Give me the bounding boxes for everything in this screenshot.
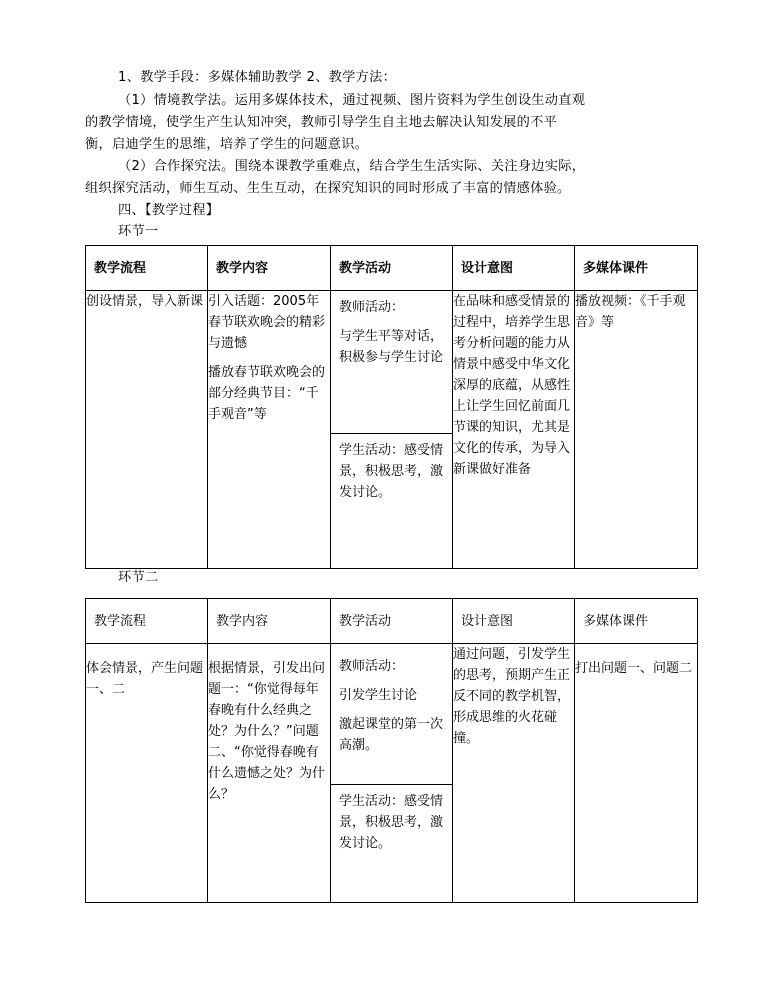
header-flow: 教学流程 bbox=[86, 246, 208, 291]
content-paragraph-2: 播放春节联欢晚会的部分经典节目：“千手观音”等 bbox=[208, 365, 326, 422]
student-activity: 学生活动：感受情景，积极思考，激发讨论。 bbox=[331, 784, 452, 858]
header-content: 教学内容 bbox=[208, 599, 331, 644]
table-header-row bbox=[86, 599, 698, 644]
header-intent: 设计意图 bbox=[453, 246, 575, 291]
header-media: 多媒体课件 bbox=[575, 599, 698, 644]
teacher-activity-label: 教师活动： bbox=[339, 659, 405, 674]
method-1-line-2: 的教学情境，使学生产生认知冲突，教师引导学生自主地去解决认知发展的不平 bbox=[85, 115, 558, 130]
method-1-line: （1）情境教学法。运用多媒体技术，通过视频、图片资料为学生创设生动直观 bbox=[118, 93, 586, 108]
teacher-activity bbox=[331, 644, 452, 784]
activity-cell bbox=[331, 644, 453, 903]
teacher-activity-text-2: 激起课堂的第一次高潮。 bbox=[339, 717, 444, 753]
teacher-activity bbox=[331, 291, 452, 433]
section-1-label: 环节一 bbox=[118, 224, 159, 239]
table-row bbox=[86, 291, 698, 569]
teacher-activity-text: 与学生平等对话，积极参与学生讨论 bbox=[339, 329, 444, 365]
intent-cell: 在品味和感受情景的过程中，培养学生思考分析问题的能力从情景中感受中华文化深厚的底蕴，从感性上让学生回忆前面几节课的知识，尤其是文化的传承，为导入新课做好准备 bbox=[453, 291, 575, 569]
student-activity: 学生活动：感受情景，积极思考，激发讨论。 bbox=[331, 433, 452, 507]
section-2-label: 环节二 bbox=[118, 570, 159, 585]
header-activity: 教学活动 bbox=[331, 246, 453, 291]
section-heading: 四、【教学过程】 bbox=[118, 203, 220, 218]
method-2-line: （2）合作探究法。围绕本课教学重难点，结合学生生活实际、关注身边实际， bbox=[118, 159, 586, 174]
intent-cell: 通过问题，引发学生的思考，预期产生正反不同的教学机智，形成思维的火花碰撞。 bbox=[453, 644, 575, 903]
teacher-activity-text-1: 引发学生讨论 bbox=[339, 688, 418, 703]
media-cell: 播放视频：《千手观音》等 bbox=[575, 291, 698, 569]
content-cell bbox=[208, 291, 331, 569]
table-header-row bbox=[86, 246, 698, 291]
method-1-line-3: 衡，启迪学生的思维，培养了学生的问题意识。 bbox=[85, 137, 369, 152]
header-flow: 教学流程 bbox=[86, 599, 208, 644]
table-row bbox=[86, 644, 698, 903]
media-cell: 打出问题一、问题二 bbox=[575, 644, 698, 903]
content-cell: 根据情景，引发出问题一：“你觉得每年春晚有什么经典之处？为什么？”问题二、“你觉得春晚有什么遗憾之处？为什么？ bbox=[208, 644, 331, 903]
flow-cell: 创设情景，导入新课 bbox=[86, 291, 208, 569]
flow-cell: 体会情景，产生问题一、二 bbox=[86, 644, 208, 903]
lesson-table-1 bbox=[85, 245, 698, 569]
method-2-line-2: 组织探究活动，师生互动、生生互动，在探究知识的同时形成了丰富的情感体验。 bbox=[85, 181, 571, 196]
teacher-activity-label: 教师活动： bbox=[339, 300, 405, 315]
activity-cell bbox=[331, 291, 453, 569]
header-activity: 教学活动 bbox=[331, 599, 453, 644]
content-paragraph-1: 引入话题：2005年春节联欢晚会的精彩与遗憾 bbox=[208, 294, 326, 351]
lesson-table-2 bbox=[85, 598, 698, 903]
teaching-means-line: 1、教学手段：多媒体辅助教学 2、教学方法： bbox=[118, 70, 397, 85]
header-media: 多媒体课件 bbox=[575, 246, 698, 291]
header-intent: 设计意图 bbox=[453, 599, 575, 644]
header-content: 教学内容 bbox=[208, 246, 331, 291]
